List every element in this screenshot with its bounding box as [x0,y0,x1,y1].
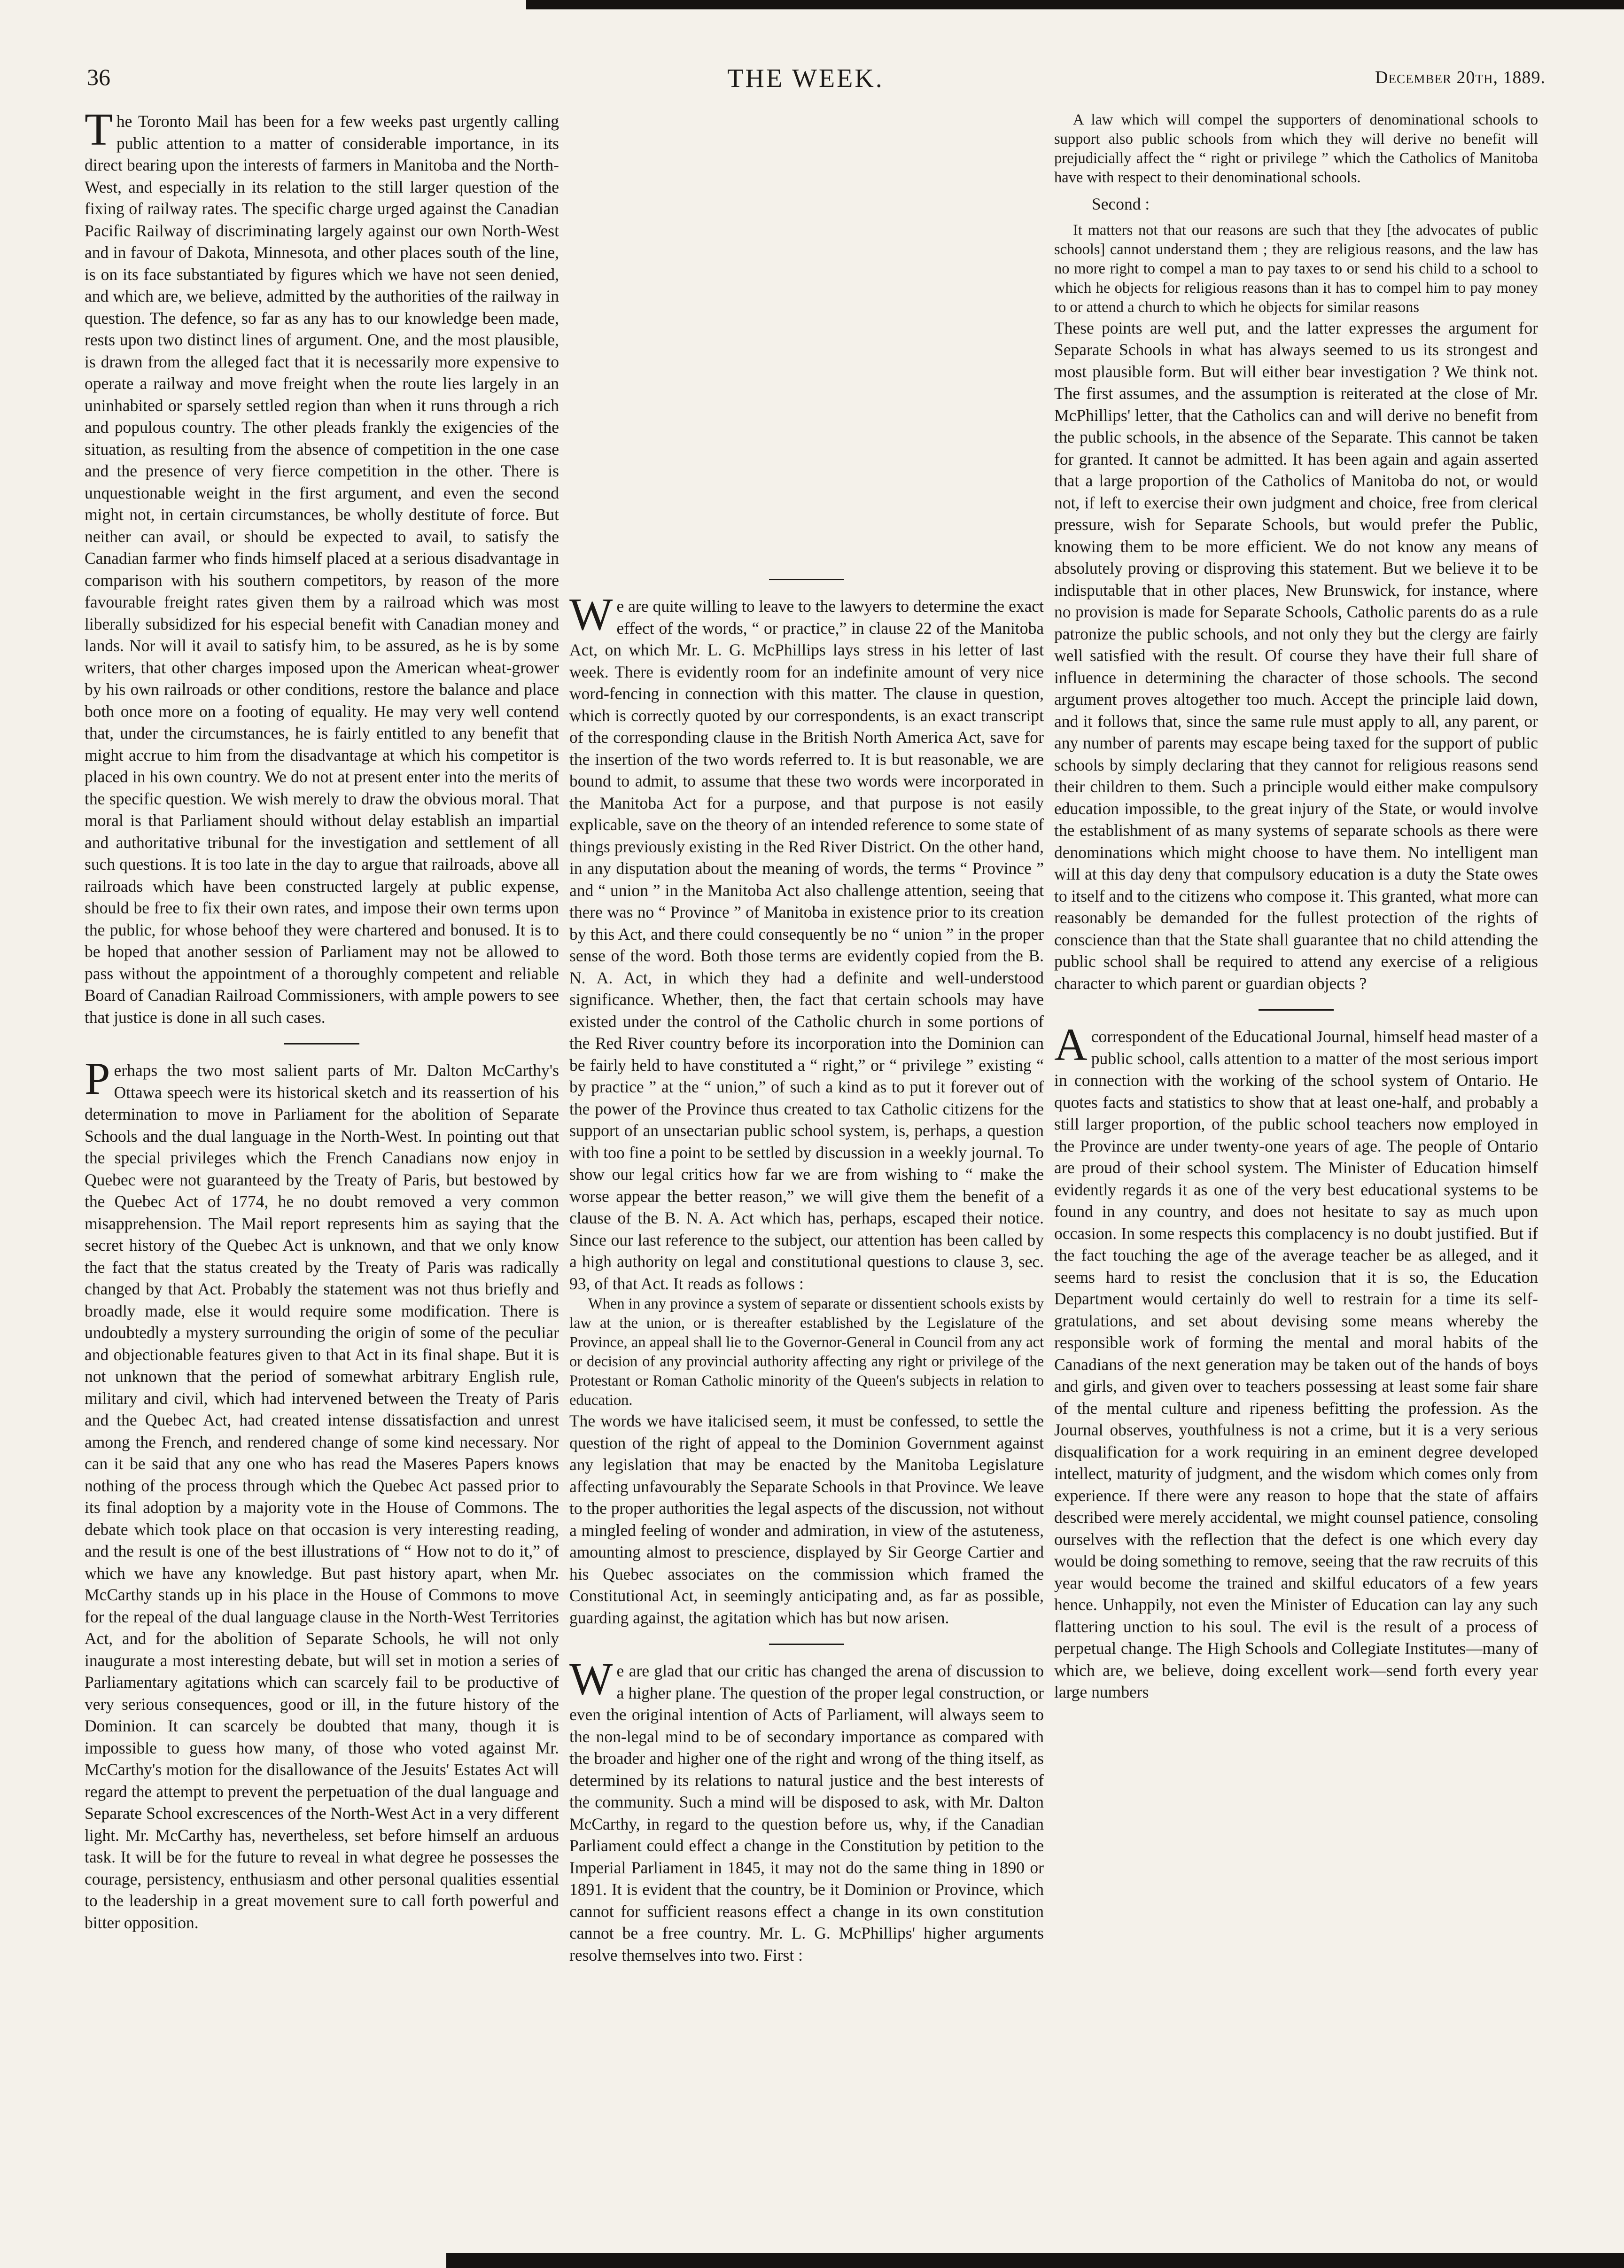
section-rule [1259,1009,1334,1011]
paragraph-toronto-mail: The Toronto Mail has been for a few weeks past urgently calling public attention to a matter of considerable importance, in its direct bearing upon the interests of farmers in Manitoba and the North-West, and especially in its relation to the still larger question of the fixing of railway rates. The specific charge urged against the Canadian Pacific Railway of discriminating largely against our own North-West and in favour of Dakota, Minnesota, and other places south of the line, is on its face substantiated by figures which we have not seen denied, and which are, we believe, admitted by the authorities of the railway in question. The defence, so far as any has to our knowledge been made, rests upon two distinct lines of argument. One, and the most plausible, is drawn from the alleged fact that it is necessarily more expensive to operate a railway and move freight when the route lies largely in an uninhabited or sparsely settled region than when it runs through a rich and populous country. The other pleads frankly the exigencies of the situation, as resulting from the absence of competition in the one case and the presence of very fierce competition in the other. There is unquestionable weight in the first argument, and even the second might not, in certain circumstances, be wholly destitute of force. But neither can avail, or should be expected to avail, to satisfy the Canadian farmer who finds himself placed at a serious disadvantage in comparison with his southern competitors, by reason of the more favourable freight rates given them by a railroad which was most liberally subsidized for his especial benefit with Canadian money and lands. Nor will it avail to satisfy him, to be assured, as he is by some writers, that other charges imposed upon the American wheat-grower by his own railroads or other conditions, restore the balance and place both once more on a footing of equality. He may very well contend that, under the circumstances, he is fairly entitled to any benefit that might accrue to him from the disadvantage at which his competitor is placed in his own country. We do not at present enter into the merits of the specific question. We wish merely to draw the obvious moral. That moral is that Parliament should without delay establish an impartial and authoritative tribunal for the investigation and settlement of all such questions. It is too late in the day to argue that railroads, above all railroads which have been constructed largely at public expense, should be free to fix their own rates, and impose their own terms upon the public, for whose behoof they were chartered and bonused. It is to be hoped that another session of Parliament may not be allowed to pass without the appointment of a thoroughly competent and reliable Board of Canadian Railroad Commissioners, with ample powers to see that justice is done in all such cases. [85,110,559,1027]
section-rule [769,579,844,580]
quoted-argument-second: It matters not that our reasons are such that they [the advocates of public schools] cannot understand them ; they are religious reasons, and the law has no more right to compel a man to pay taxes to or send his child to a school to which he objects for religious reasons than it has to compel him to pay money to or attend a church to which he objects for similar reasons [1054,221,1538,316]
column-continuation-spacer [569,110,1044,564]
bottom-scan-edge [446,2253,1624,2268]
page-header [66,63,1546,101]
paragraph-mccarthy-speech: Perhaps the two most salient parts of Mr. Dalton McCarthy's Ottawa speech were its historical sketch and its reassertion of his determination to move in Parliament for the abolition of Separate Schools and the dual language in the North-West. In pointing out that the special privileges which the French Canadians now enjoy in Quebec were not guaranteed by the Treaty of Paris, but bestowed by the Quebec Act of 1774, he no doubt removed a very common misapprehension. The Mail report represents him as saying that the secret history of the Quebec Act is unknown, and that we only know the fact that the status created by the Treaty of Paris was radically changed by that Act. Probably the statement was not thus briefly and broadly made, else it would require some modification. There is undoubtedly a mystery surrounding the origin of some of the peculiar and objectionable features given to that Act in its final shape. But it is not unknown that the period of somewhat arbitrary English rule, military and civil, which had intervened between the Treaty of Paris and the Quebec Act, had created intense dissatisfaction and unrest among the French, and rendered change of some kind necessary. Nor can it be said that any one who has read the Maseres Papers knows nothing of the process through which the Quebec Act passed prior to its final adoption by a majority vote in the House of Commons. The debate which took place on that occasion is very interesting reading, and the result is one of the best illustrations of “ How not to do it,” of which we have any knowledge. But past history apart, when Mr. McCarthy stands up in his place in the House of Commons to move for the repeal of the dual language clause in the North-West Territories Act, and for the abolition of Separate Schools, he will not only inaugurate a most interesting debate, but will set in motion a series of Parliamentary agitations which can scarcely fail to be productive of very serious consequences, good or ill, in the future history of the Dominion. It can scarcely be doubted that many, though it is impossible to guess how many, of those who voted against Mr. McCarthy's motion for the disallowance of the Jesuits' Estates Act will regard the attempt to prevent the perpetuation of the dual language and Separate School excrescences of the North-West Act in a very different light. Mr. McCarthy has, nevertheless, set before himself an arduous task. It will be for the future to reveal in what degree he possesses the courage, persistency, enthusiasm and other personal qualities essential to the leadership in a great movement sure to call forth powerful and bitter opposition. [85,1053,559,1932]
issue-date: December 20th, 1889. [1375,68,1546,87]
column-3 [1054,110,1538,2225]
quoted-clause-bna-act: When in any province a system of separate or dissentient schools exists by law at the union, or is thereafter established by the Legislature of the Province, an appeal shall lie to the Governor-General in Council from any act or decision of any provincial authority affecting any right or privilege of the Protestant or Roman Catholic minority of the Queen's subjects in relation to education. [569,1295,1044,1409]
paragraph-points-well-put: These points are well put, and the latter expresses the argument for Separate Schools in what has always seemed to us its strongest and most plausible form. But will either bear investigation ? We think not. The first assumes, and the assumption is reiterated at the close of Mr. McPhillips' letter, that the Catholics can and will derive no benefit from the public schools, in the absence of the Separate. This cannot be taken for granted. It cannot be admitted. It has been again and again asserted that a large proportion of the Catholics of Manitoba do not, or would not, if left to exercise their own judgment and choice, free from clerical pressure, wish for Separate Schools, but would prefer the Public, knowing them to be more efficient. We do not know any means of absolutely proving or disproving this statement. But we believe it to be indisputable that in other places, New Brunswick, for instance, where no provision is made for Separate Schools, Catholic parents do as a rule patronize the public schools, and not only they but the clergy are fairly well satisfied with the result. Of course they have their full share of influence in determining the character of those schools. The second argument proves altogether too much. Accept the principle laid down, and it follows that, since the same rule must apply to all, any parent, or any number of parents may escape being taxed for the support of public schools by simply declaring that they cannot for religious reasons send their children to them. Such a principle would either make compulsory education impossible, to the great injury of the State, or would involve the establishment of as many systems of separate schools as there were denominations which might choose to have them. No intelligent man will at this day deny that compulsory education is a duty the State owes to itself and to the citizens who compose it. This granted, what more can reasonably be demanded for the fullest protection of the rights of conscience than that the State shall guarantee that no child attending the public school shall be required to attend any exercise of a religious character to which parent or guardian objects ? [1054,318,1538,993]
paragraph-italicised-words: The words we have italicised seem, it must be confessed, to settle the question of the right of appeal to the Dominion Government against any legislation that may be enacted by the Manitoba Legislature affecting unfavourably the Separate Schools in that Province. We leave to the proper authorities the legal aspects of the discussion, not without a mingled feeling of wonder and admiration, in view of the astuteness, amounting almost to prescience, displayed by Sir George Cartier and his Quebec associates on the commission which framed the Constitutional Act, in seemingly anticipating and, as far as possible, guarding against, the agitation which has but now arisen. [569,1411,1044,1627]
paragraph-critic: We are glad that our critic has changed the arena of discussion to a higher plane. The question of the proper legal construction, or even the original intention of Acts of Parliament, will always seem to the non-legal mind to be of secondary importance as compared with the broader and higher one of the right and wrong of the thing itself, as determined by its relations to natural justice and the best interests of the community. Such a mind will be disposed to ask, with Mr. Dalton McCarthy, in regard to the question before us, why, if the Canadian Parliament could effect a change in the Constitution by petition to the Imperial Parliament in 1845, it may not do the same thing in 1890 or 1891. It is evident that the country, be it Dominion or Province, which cannot for sufficient reasons effect a change in its own constitution cannot be a free country. Mr. L. G. McPhillips' higher arguments resolve themselves into two. First : [569,1654,1044,1964]
section-rule [284,1043,359,1044]
section-rule [769,1644,844,1645]
top-scan-edge [526,0,1624,9]
page-number: 36 [87,64,110,90]
paragraph-educational-journal: Acorrespondent of the Educational Journal, himself head master of a public school, calls attention to a matter of the most serious import in connection with the working of the school system of Ontario. He quotes facts and statistics to show that at least one-half, and probably a still larger proportion, of the public school teachers now employed in the Province are under twenty-one years of age. The people of Ontario are proud of their school system. The Minister of Education himself evidently regards it as one of the very best educational systems to be found in any country, and does not hesitate to say as much upon occasion. In some respects this complacency is no doubt justified. But if the fact touching the age of the average teacher be as alleged, and it seems hard to resist the conclusion that it is so, the Education Department would certainly do well to restrain for a time its self-gratulations, and set about devising some means whereby the responsible work of forming the mental and moral habits of the Canadians of the next generation may be taken out of the hands of boys and girls, and given over to teachers possessing at least some fair share of the mental culture and ripeness befitting the profession. As the Journal observes, youthfulness is not a crime, but it is a very serious disqualification for a work requiring in an eminent degree developed intellect, maturity of judgment, and the wisdom which comes only from experience. If there were any reason to hope that the state of affairs described were merely accidental, we might counsel patience, consoling ourselves with the reflection that the defect is one which every day would be doing something to remove, seeing that the raw recruits of this year would become the trained and skilful educators of a few years hence. Unhappily, not even the Minister of Education can lay any such flattering unction to his soul. The evil is the result of a process of perpetual change. The High Schools and Collegiate Institutes—many of which are, we believe, doing excellent work—send forth every year large numbers [1054,1020,1538,1701]
paragraph-manitoba-act: We are quite willing to leave to the lawyers to determine the exact effect of the words, “ or practice,” in clause 22 of the Manitoba Act, on which Mr. L. G. McPhillips lays stress in his letter of last week. There is evidently room for an indefinite amount of very nice word-fencing in connection with this matter. The clause in question, which is correctly quoted by our correspondents, is an exact transcript of the corresponding clause in the British North America Act, save for the insertion of the two words referred to. It is but reasonable, we are bound to admit, to assume that these two words were incorporated in the Manitoba Act for a purpose, and that purpose is not easily explicable, save on the theory of an intended reference to some state of things previously existing in the Red River District. On the other hand, in any disputation about the meaning of words, the terms “ Province ” and “ union ” in the Manitoba Act also challenge attention, seeing that there was no “ Province ” of Manitoba in existence prior to its creation by this Act, and there could consequently be no “ union ” in the proper sense of the word. Both those terms are evidently copied from the B. N. A. Act, in which they had a definite and well-understood significance. Whether, then, the fact that certain schools may have existed under the control of the Catholic church in some portions of the Red River country before its incorporation into the Dominion can be fairly held to have constituted a “ right,” or “ privilege ” existing “ by practice ” at the “ union,” of such a kind as to put it forever out of the power of the Province thus created to tax Catholic citizens for the support of an unsectarian public school system, is, perhaps, a question with too fine a point to be settled by discussion in a weekly journal. To show our legal critics how far we are from wishing to “ make the worse appear the better reason,” we will give them the benefit of a clause of the B. N. A. Act which has, perhaps, escaped their notice. Since our last reference to the subject, our attention has been called by a high authority on legal and constitutional questions to clause 3, sec. 93, of that Act. It reads as follows : [569,589,1044,1293]
column-1 [85,110,559,2225]
column-2 [569,110,1044,2225]
quoted-argument-first: A law which will compel the supporters of denominational schools to support also public schools from which they will derive no benefit will prejudicially affect the “ right or privilege ” which the Catholics of Manitoba have with respect to their denominational schools. [1054,111,1538,186]
running-title: THE WEEK. [727,64,884,93]
label-second: Second : [1092,195,1150,213]
